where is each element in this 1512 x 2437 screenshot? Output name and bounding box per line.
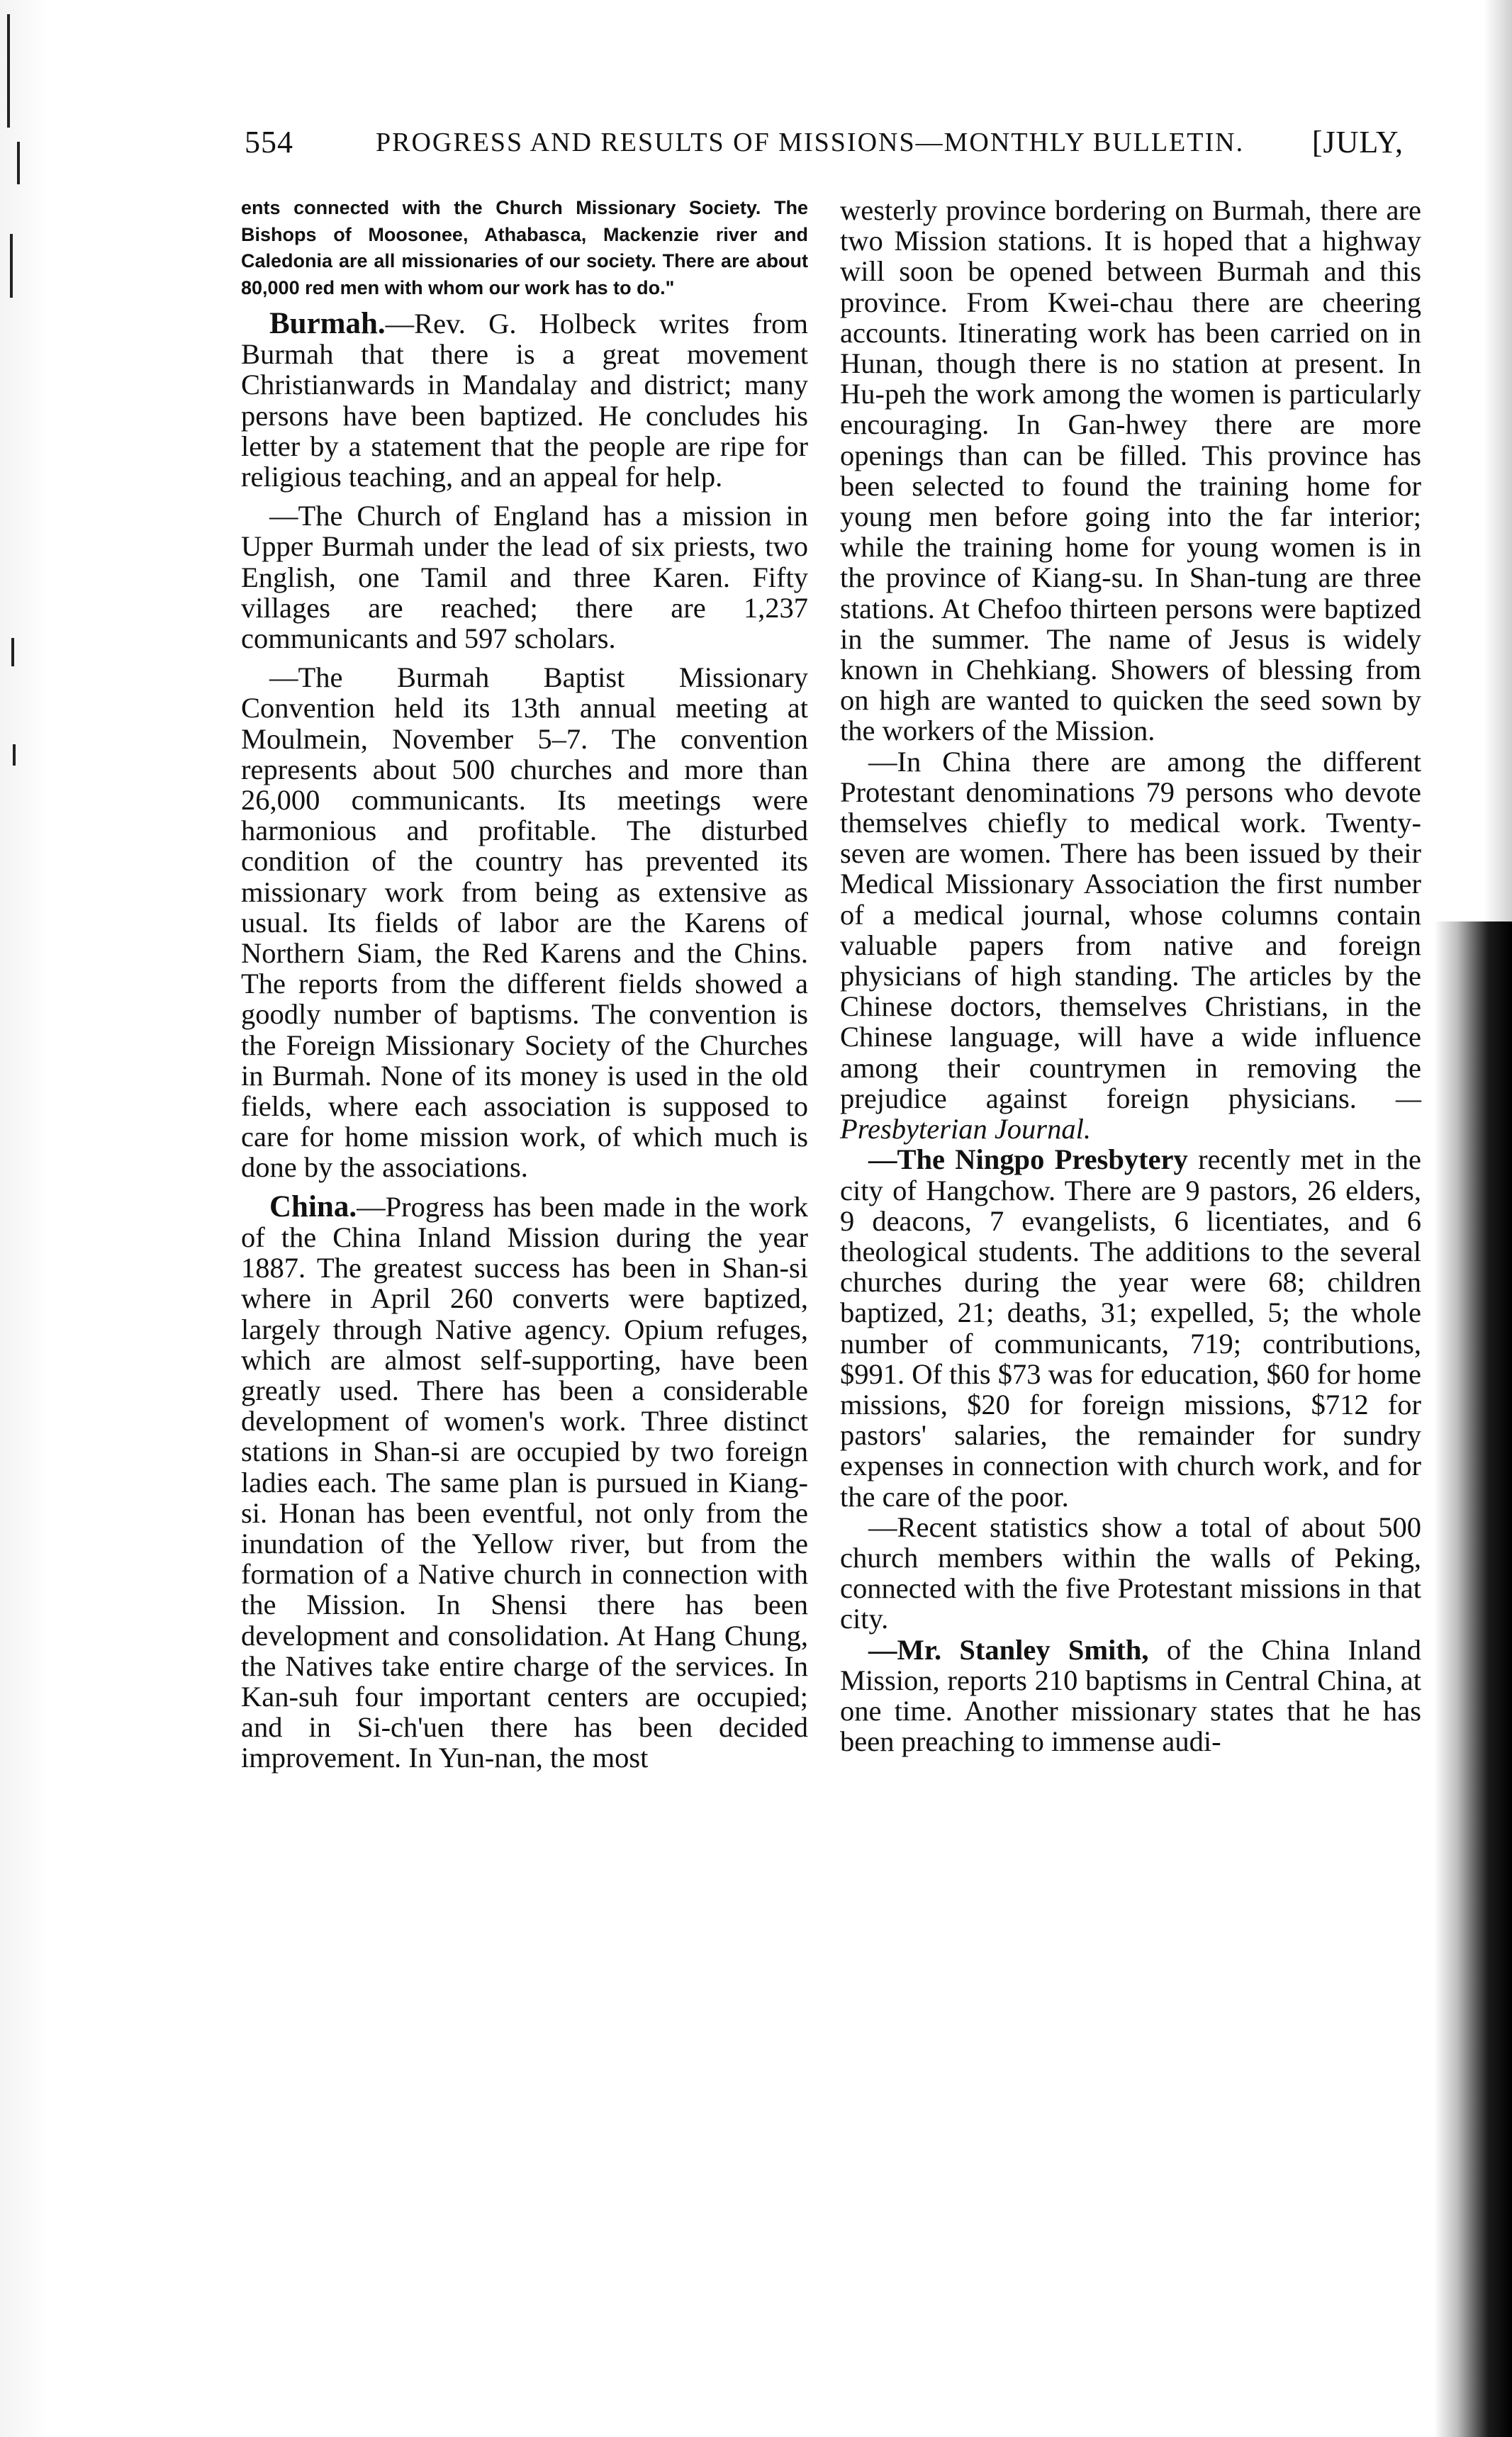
baptist-convention-paragraph: —The Burmah Baptist Missionary Convention held its 13th annual meeting at Moulmein, November 5–7. The convention represents about 500 churches and more than 26,000 communicants. Its meetings were harmonious and profitable. The disturbed condition of the country has prevented its missionary work from being as extensive as usual. Its fields of labor are the Karens of Northern Siam, the Red Karens and the Chins. The reports from the different fields showed a goodly number of baptisms. The convention is the Foreign Missionary Society of the Churches in Burmah. None of its money is used in the old fields, where each association is supposed to care for home mission work, of which much is done by the associations. [241,661,808,1184]
right-column [840,195,1421,1757]
running-title: PROGRESS AND RESULTS OF MISSIONS—MONTHLY BULLETIN. [376,128,1245,157]
burmah-paragraph [241,308,808,492]
left-column [241,195,808,1774]
medical-work-paragraph [840,746,1421,1145]
header-month: [JULY, [1311,125,1404,159]
ningpo-paragraph [840,1144,1421,1511]
source-citation: —Presbyterian Journal. [840,1082,1421,1145]
binding-mark [17,142,20,184]
quote-continuation: ents connected with the Church Missionary Society. The Bishops of Moosonee, Athabasca, Mackenzie river and Caledonia are all missionaries of our society. There are about 80,000 red men with whom our work has to do." [241,197,808,298]
page-number: 554 [245,125,293,159]
paragraph-lead: —The Ningpo Presbytery [868,1143,1188,1176]
binding-mark [11,638,14,666]
peking-paragraph: —Recent statistics show a total of about 500 church members within the walls of Peking, connected with the five Protestant missions in that city. [840,1511,1421,1635]
stanley-smith-paragraph [840,1635,1421,1757]
section-heading-china: China. [269,1189,357,1223]
china-paragraph [241,1189,808,1774]
paragraph-text: —Progress has been made in the work of the China Inland Mission during the year 1887. The greatest success has been in Shan-si where in April 260 converts were baptized, largely through Native agency. Opium refuges, which are almost self-supporting, have been greatly used. There has been a considerable development of women's work. Three distinct stations in Shan-si are occupied by two foreign ladies each. The same plan is pursued in Kiang-si. Honan has been eventful, not only from the inundation of the Yellow river, but from the formation of a Native church in connection with the Mission. In Shensi there has been development and consolidation. At Hang Chung, the Natives take entire charge of the services. In Kan-suh four important centers are occupied; and in Si-ch'uen there has been decided improvement. In Yun-nan, the most [241,1190,808,1774]
binding-mark [7,14,10,128]
page-edge-shadow [1434,921,1512,2437]
china-continuation: westerly province bordering on Burmah, there are two Mission stations. It is hoped that a highway will soon be opened between Burmah and this province. From Kwei-chau there are cheering accounts. Itinerating work has been carried on in Hunan, though there is no station at present. In Hu-peh the work among the women is particularly encouraging. In Gan-hwey there are more openings than can be filled. This province has been selected to found the training home for young men before going into the far interior; while the training home for young women is in the province of Kiang-su. In Shan-tung are three stations. At Chefoo thirteen persons were baptized in the summer. The name of Jesus is widely known in Chehkiang. Showers of blessing from on high are wanted to quicken the seed sown by the workers of the Mission. [840,194,1421,747]
paragraph-lead: —Mr. Stanley Smith, [868,1633,1149,1666]
section-heading-burmah: Burmah. [269,307,386,340]
running-header [245,124,1404,167]
paragraph-text: of the China Inland Mission, reports 210 baptisms in Central China, at one time. Another missionary states that he has been preaching to immense audi- [840,1633,1422,1758]
binding-mark [10,234,13,298]
binding-mark [13,744,16,766]
binding-shadow [0,0,50,2437]
paragraph-text: —Rev. G. Holbeck writes from Burmah that there is a great movement Christianwards in Mandalay and district; many persons have been baptized. He concludes his letter by a statement that the people are ripe for religious teaching, and an appeal for help. [241,308,808,493]
page-edge-shadow [1484,0,1512,921]
paragraph-text: —In China there are among the different Protestant denominations 79 persons who devote themselves chiefly to medical work. Twenty-seven are women. There has been issued by their Medical Missionary Association the first number of a medical journal, whose columns contain valuable papers from native and foreign physicians of high standing. The articles by the Chinese doctors, themselves Christians, in the Chinese language, will have a wide influence among their countrymen in removing the prejudice against foreign physicians. [840,745,1421,1114]
church-of-england-paragraph: —The Church of England has a mission in Upper Burmah under the lead of six priests, two English, one Tamil and three Karen. Fifty villages are reached; there are 1,237 communicants and 597 scholars. [241,500,808,655]
paragraph-text: recently met in the city of Hangchow. There are 9 pastors, 26 elders, 9 deacons, 7 evangelists, 6 licentiates, and 6 theological students. The additions to the several churches during the year were 68; children baptized, 21; deaths, 31; expelled, 5; the whole number of communicants, 719; contributions, $991. Of this $73 was for education, $60 for home missions, $20 for foreign missions, $712 for pastors' salaries, the remainder for sundry expenses in connection with church work, and for the care of the poor. [840,1143,1421,1513]
